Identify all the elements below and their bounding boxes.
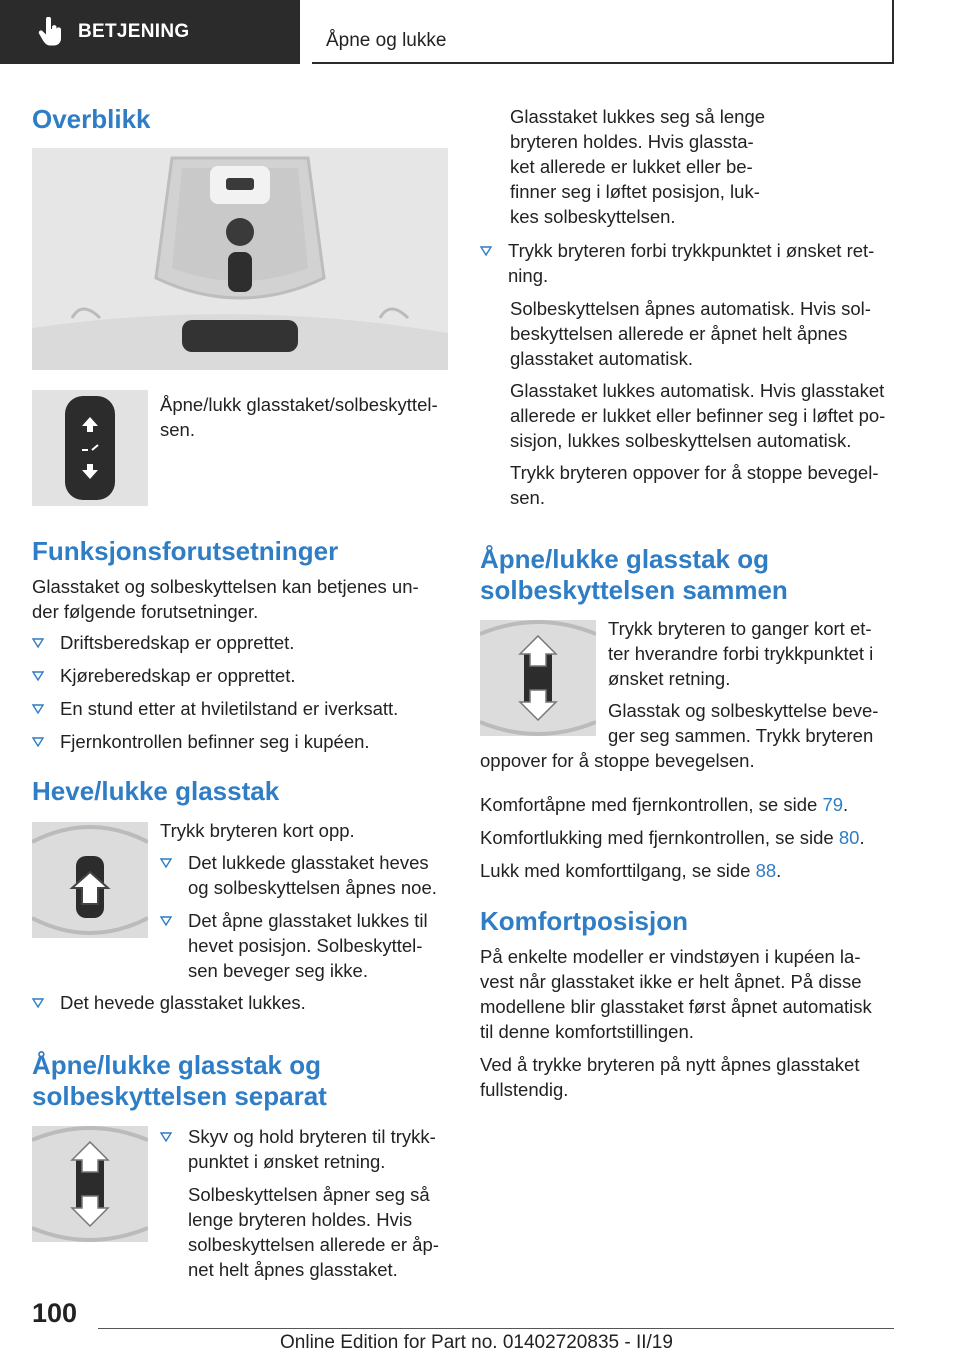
switch-up-image [32,822,148,938]
page-title: Åpne og lukke [326,30,447,51]
bullet-triangle-icon [160,850,188,900]
bullet-triangle-icon [32,990,60,1015]
switch-caption: Åpne/lukk glasstaket/solbeskyttel- sen. [160,394,438,440]
list-item: Fjernkontrollen befinner seg i kupéen. [32,729,370,754]
raise-heading: Heve/lukke glasstak [32,776,280,806]
page-link-79[interactable]: 79 [822,794,844,815]
roof-switch-image [32,390,148,506]
reference-comfort-access: Lukk med komforttilgang, se side 88. [480,860,782,881]
bullet-triangle-icon [32,663,60,688]
page-link-88[interactable]: 88 [755,860,777,881]
separate-item2-detail-3: Trykk bryteren oppover for å stoppe bevegel- sen. [510,462,879,508]
together-heading: Åpne/lukke glasstak og solbeskyttelsen sammen [480,544,788,605]
reference-comfort-close: Komfortlukking med fjernkontrollen, se side 80. [480,827,865,848]
page-number: 100 [32,1298,78,1328]
together-p2: Glasstak og solbeskyttelse beve- ger seg sammen. Trykk bryteren [608,700,879,746]
raise-intro: Trykk bryteren kort opp. [160,820,355,841]
page-title-box [312,0,894,64]
list-item: Driftsberedskap er opprettet. [32,630,294,655]
separate-item1-detail: Solbeskyttelsen åpner seg så lenge bryteren holdes. Hvis solbeskyttelsen allerede er åp- net helt åpnes glasstaket. [188,1184,439,1280]
hand-pointer-icon [38,17,64,47]
separate-item2-detail: Solbeskyttelsen åpnes automatisk. Hvis sol- beskyttelsen allerede er åpnet helt åpnes glasstaket automatisk. [510,298,871,369]
switch-double-press-image [480,620,596,736]
bullet-triangle-icon [160,1124,188,1174]
roof-console-image [32,148,448,370]
section-label: BETJENING [78,21,190,42]
bullet-triangle-icon [32,729,60,754]
requirements-intro: Glasstaket og solbeskyttelsen kan betjenes un- der følgende forutsetninger. [32,576,419,622]
list-item: Det lukkede glasstaket heves og solbeskyttelsen åpnes noe. [160,850,450,900]
section-tab [0,0,300,64]
separate-item1-detail-2: Glasstaket lukkes seg så lenge bryteren holdes. Hvis glassta- ket allerede er lukket eller be- finner seg i løftet posisjon, luk- kes solbeskyttelsen. [510,106,766,227]
reference-comfort-open: Komfortåpne med fjernkontrollen, se side 79. [480,794,849,815]
overview-heading: Overblikk [32,104,151,134]
together-p2-end: oppover for å stoppe bevegelsen. [480,750,755,771]
comfort-p2: Ved å trykke bryteren på nytt åpnes glasstaket fullstendig. [480,1054,860,1100]
page-link-80[interactable]: 80 [838,827,860,848]
requirements-heading: Funksjonsforutsetninger [32,536,339,566]
bullet-triangle-icon [480,238,508,288]
list-item: En stund etter at hviletilstand er iverksatt. [32,696,398,721]
comfort-p1: På enkelte modeller er vindstøyen i kupéen la- vest når glasstaket ikke er helt åpnet. På disse modellene blir glasstaket først åpnet automatisk til denne komfortstillingen. [480,946,872,1042]
list-item: Skyv og hold bryteren til trykk- punktet i ønsket retning. [160,1124,450,1174]
edition-note: Online Edition for Part no. 01402720835 - II/19 [280,1332,673,1353]
list-item: Det åpne glasstaket lukkes til hevet posisjon. Solbeskyttel- sen beveger seg ikke. [160,908,450,983]
bullet-triangle-icon [32,696,60,721]
bullet-triangle-icon [160,908,188,983]
separate-item2-detail-2: Glasstaket lukkes automatisk. Hvis glasstaket allerede er lukket eller befinner seg i løftet po- sisjon, lukkes solbeskyttelsen automatisk. [510,380,886,451]
separate-heading: Åpne/lukke glasstak og solbeskyttelsen separat [32,1050,327,1111]
list-item: Trykk bryteren forbi trykkpunktet i ønsket ret- ning. [480,238,900,288]
together-p1: Trykk bryteren to ganger kort et- ter hverandre forbi trykkpunktet i ønsket retning. [608,618,874,689]
switch-updown-image [32,1126,148,1242]
comfort-heading: Komfortposisjon [480,906,688,936]
bullet-triangle-icon [32,630,60,655]
list-item: Kjøreberedskap er opprettet. [32,663,296,688]
footer-divider [98,1328,894,1329]
list-item: Det hevede glasstaket lukkes. [32,990,306,1015]
